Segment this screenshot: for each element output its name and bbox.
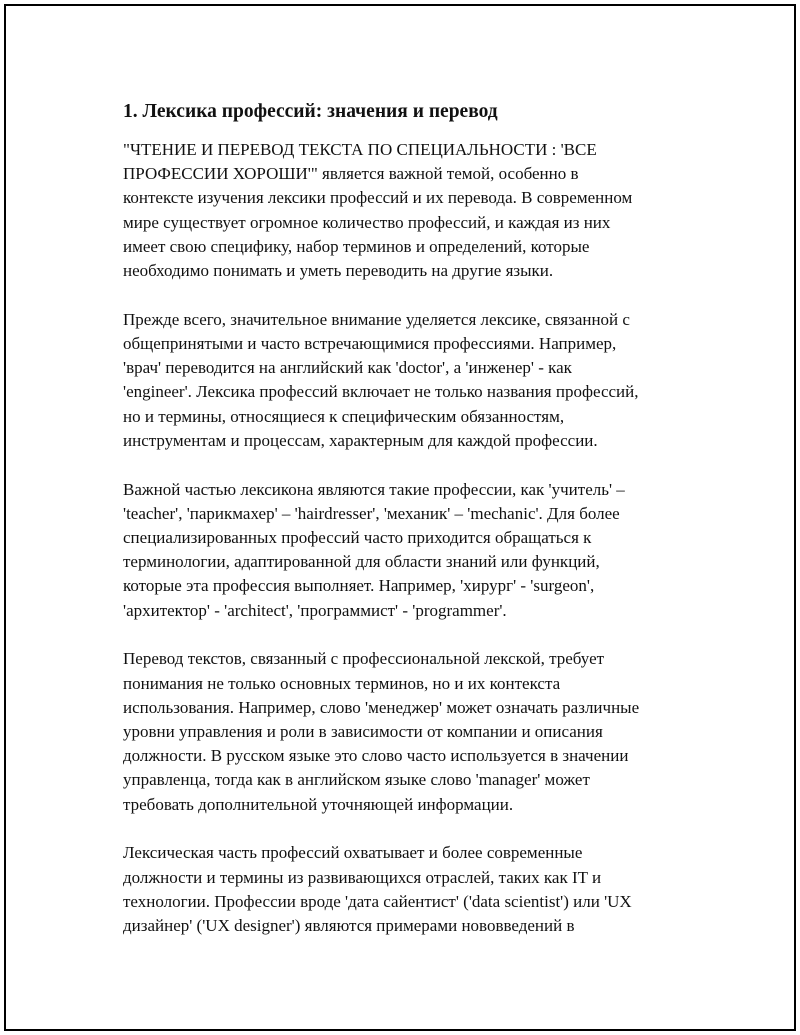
document-body: [119, 98, 699, 938]
paragraph-1: "ЧТЕНИЕ И ПЕРЕВОД ТЕКСТА ПО СПЕЦИАЛЬНОСТИ : 'ВСЕ ПРОФЕССИИ ХОРОШИ'" является важной темой, особенно в контексте изучения лексики профессий и их перевода. В современном мире существует огромное количество профессий, и каждая из них имеет свою специфику, набор терминов и определений, которые необходимо понимать и уметь переводить на другие языки.: [123, 140, 633, 281]
paragraph-5: Лексическая часть профессий охватывает и более современные должности и термины из развивающихся отраслей, таких как IT и технологии. Профессии вроде 'дата сайентист' ('data scientist') или 'UX дизайнер' ('UX designer') являются примерами нововведений в: [123, 843, 632, 936]
paragraph-2: Прежде всего, значительное внимание уделяется лексике, связанной с общепринятыми и часто встречающимися профессиями. Например, 'врач' переводится на английский как 'doctor', а 'инженер' - как 'engineer'. Лексика профессий включает не только названия профессий, но и термины, относящиеся к специфическим обязанностям, инструментам и процессам, характерным для каждой профессии.: [123, 309, 639, 450]
page-frame: [4, 4, 796, 1031]
section-title: 1. Лексика профессий: значения и перевод: [123, 101, 498, 122]
paragraph-4: Перевод текстов, связанный с профессиональной лекской, требует понимания не только основных терминов, но и их контекста использования. Например, слово 'менеджер' может означать различные уровни управления и роли в зависимости от компании и описания должности. В русском языке это слово часто используется в значении управленца, тогда как в английском языке слово 'manager' может требовать дополнительной уточняющей информации.: [123, 649, 640, 814]
paragraph-3: Важной частью лексикона являются такие профессии, как 'учитель' – 'teacher', 'парикмахер' – 'hairdresser', 'механик' – 'mechanic'. Для более специализированных профессий часто приходится обращаться к терминологии, адаптированной для области знаний или функций, которые эта профессия выполняет. Например, 'хирург' - 'surgeon', 'архитектор' - 'architect', 'программист' - 'programmer'.: [123, 479, 625, 620]
